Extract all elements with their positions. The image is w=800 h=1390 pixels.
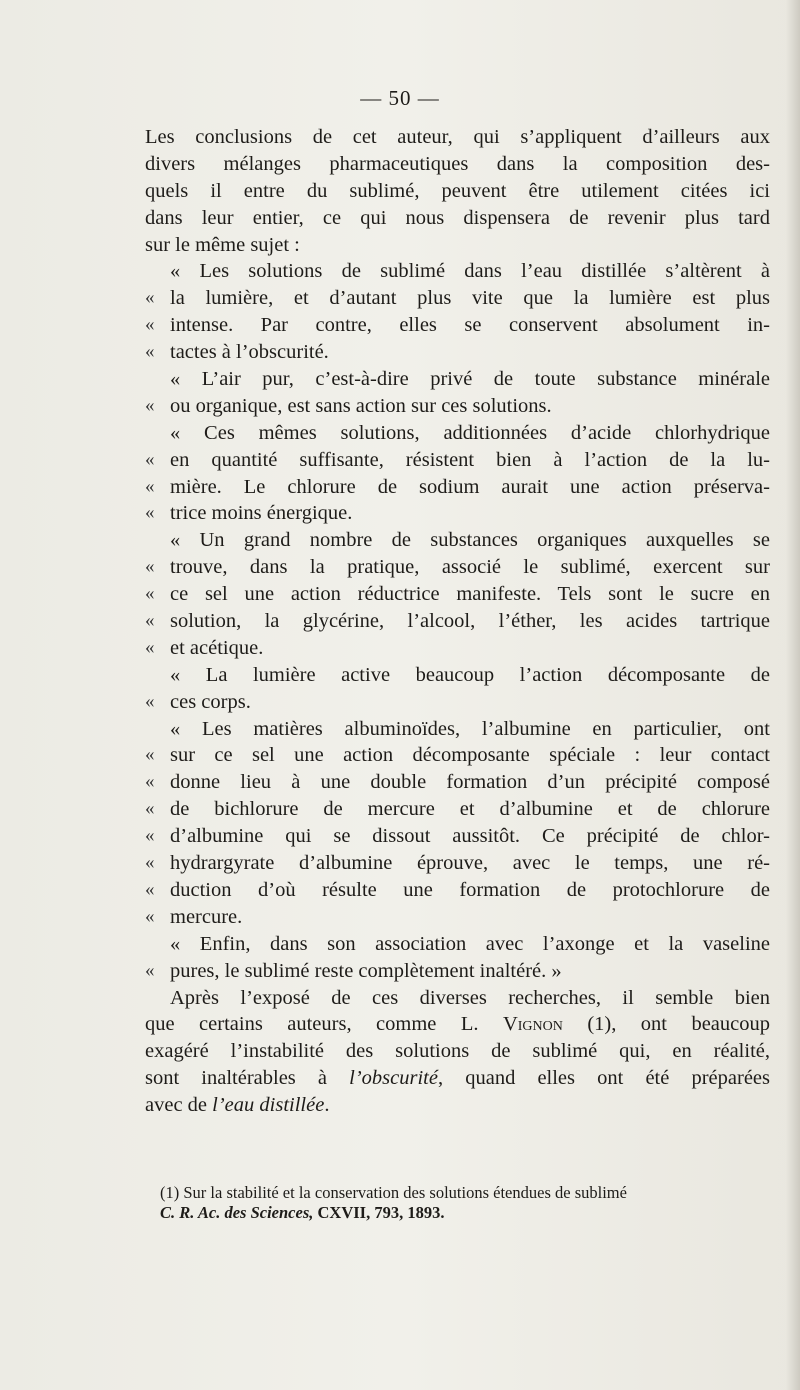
quote-mark: « — [145, 394, 155, 416]
text-line-content: divers mélanges pharmaceutiques dans la composition des- — [145, 152, 770, 175]
text-line — [145, 581, 770, 608]
text-line — [145, 608, 770, 635]
quote-mark: « — [145, 475, 155, 497]
quote-mark: « — [145, 825, 155, 847]
text-line-content: d’albumine qui se dissout aussitôt. Ce précipité de chlor- — [170, 825, 770, 848]
text-line — [145, 366, 770, 393]
text-line-content: , quand elles ont été préparées — [437, 1067, 770, 1090]
text-line-content: ces corps. — [170, 690, 251, 713]
text-line — [145, 124, 770, 151]
text-line — [145, 985, 770, 1012]
quote-mark: « — [145, 610, 155, 632]
author-name: Vignon — [502, 1013, 563, 1036]
quote-mark: « — [145, 636, 155, 658]
text-line-content: « Ces mêmes solutions, additionnées d’acide chlorhydrique — [170, 421, 770, 444]
body-text — [145, 124, 770, 1119]
footnote-line: (1) Sur la stabilité et la conservation des solutions étendues de sublimé — [160, 1183, 627, 1202]
text-line-content: « Un grand nombre de substances organiques auxquelles se — [170, 529, 770, 552]
text-line-content: « Les matières albuminoïdes, l’albumine en particulier, ont — [170, 717, 770, 740]
text-line — [145, 420, 770, 447]
text-line-content: hydrargyrate d’albumine éprouve, avec le temps, une ré- — [170, 852, 770, 875]
text-line — [145, 447, 770, 474]
emphasis: l’obscurité — [349, 1067, 438, 1090]
text-line-content: trice moins énergique. — [170, 502, 353, 525]
text-line-content: tactes à l’obscurité. — [170, 341, 329, 364]
text-line-content: . — [324, 1094, 330, 1117]
text-line — [145, 339, 770, 366]
text-line-content: sont inaltérables à — [145, 1067, 350, 1090]
text-line — [145, 689, 770, 716]
text-line — [145, 904, 770, 931]
text-line: exagéré l’instabilité des solutions de sublimé qui, en réalité, — [145, 1040, 770, 1063]
quote-mark: « — [145, 852, 155, 874]
text-line — [145, 554, 770, 581]
text-line — [145, 474, 770, 501]
text-line — [145, 151, 770, 178]
quote-mark: « — [145, 448, 155, 470]
text-line — [145, 769, 770, 796]
quote-mark: « — [145, 502, 155, 524]
text-line-content: « Enfin, dans son association avec l’axonge et la vaseline — [170, 932, 770, 955]
text-line-content: « L’air pur, c’est-à-dire privé de toute substance minérale — [170, 368, 770, 391]
text-line — [145, 662, 770, 689]
text-line-content: quels il entre du sublimé, peuvent être utilement citées ici — [145, 179, 770, 202]
text-line — [145, 258, 770, 285]
text-line — [145, 1065, 770, 1092]
text-line-content: sur ce sel une action décomposante spéciale : leur contact — [170, 744, 770, 767]
text-line — [145, 823, 770, 850]
text-line-content: ou organique, est sans action sur ces solutions. — [170, 394, 552, 417]
quote-mark: « — [145, 959, 155, 981]
quote-mark: « — [145, 878, 155, 900]
text-line — [145, 393, 770, 420]
text-line-content: (1), ont beaucoup — [562, 1013, 770, 1036]
text-line-content: la lumière, et d’autant plus vite que la lumière est plus — [170, 287, 770, 310]
text-line-content: mercure. — [170, 905, 243, 928]
quote-mark: « — [145, 583, 155, 605]
text-line — [145, 285, 770, 312]
footnote-citation: CXVII, 793, 1893. — [313, 1203, 445, 1222]
quote-mark: « — [145, 314, 155, 336]
text-line — [145, 312, 770, 339]
text-line-content: solution, la glycérine, l’alcool, l’éther, les acides tartrique — [170, 610, 770, 633]
text-line — [145, 1092, 770, 1119]
text-line — [145, 877, 770, 904]
quote-mark: « — [145, 341, 155, 363]
text-line — [145, 205, 770, 232]
footnote — [160, 1183, 772, 1223]
text-line-content: en quantité suffisante, résistent bien à l’action de la lu- — [170, 448, 770, 471]
text-line-content: duction d’où résulte une formation de protochlorure de — [170, 878, 770, 901]
text-line-content: ce sel une action réductrice manifeste. Tels sont le sucre en — [170, 583, 770, 606]
text-line — [145, 527, 770, 554]
text-line-content: avec de — [145, 1094, 213, 1117]
text-line-content: mière. Le chlorure de sodium aurait une action préserva- — [170, 475, 770, 498]
text-line-content: « Les solutions de sublimé dans l’eau distillée s’altèrent à — [170, 260, 770, 283]
text-line-content: et acétique. — [170, 636, 264, 659]
text-line-content: sur le même sujet : — [145, 233, 300, 256]
footnote-source: C. R. Ac. des Sciences, — [160, 1203, 314, 1222]
text-line-content: intense. Par contre, elles se conservent absolument in- — [170, 314, 770, 337]
quote-mark: « — [145, 690, 155, 712]
page-number: — 50 — — [360, 86, 440, 110]
quote-mark: « — [145, 798, 155, 820]
text-line-content: de bichlorure de mercure et d’albumine et de chlorure — [170, 798, 770, 821]
text-line-content: Les conclusions de cet auteur, qui s’appliquent d’ailleurs aux — [145, 126, 770, 148]
footnote-reference — [160, 1203, 772, 1223]
text-line — [145, 931, 770, 958]
text-line — [145, 1011, 770, 1038]
quote-mark: « — [145, 771, 155, 793]
text-line — [145, 850, 770, 877]
text-line — [145, 958, 770, 985]
quote-mark: « — [145, 905, 155, 927]
text-line-content: que certains auteurs, comme L. — [145, 1013, 503, 1036]
quote-mark: « — [145, 556, 155, 578]
text-line-content: « La lumière active beaucoup l’action décomposante de — [170, 663, 770, 686]
text-line-content: Après l’exposé de ces diverses recherches, il semble bien — [170, 986, 770, 1009]
text-line-content: pures, le sublimé reste complètement inaltéré. » — [170, 959, 562, 982]
text-line-content: dans leur entier, ce qui nous dispensera de revenir plus tard — [145, 206, 770, 229]
text-line — [145, 742, 770, 769]
page-edge-shadow — [786, 0, 800, 1390]
text-line — [145, 796, 770, 823]
text-line — [145, 635, 770, 662]
text-line-content: donne lieu à une double formation d’un précipité composé — [170, 771, 770, 794]
quote-mark: « — [145, 744, 155, 766]
text-line — [145, 178, 770, 205]
emphasis: l’eau distillée — [212, 1094, 325, 1117]
quote-mark: « — [145, 287, 155, 309]
text-line — [145, 716, 770, 743]
text-line — [145, 500, 770, 527]
text-line-content: trouve, dans la pratique, associé le sublimé, exercent sur — [170, 556, 770, 579]
text-line — [145, 232, 770, 259]
